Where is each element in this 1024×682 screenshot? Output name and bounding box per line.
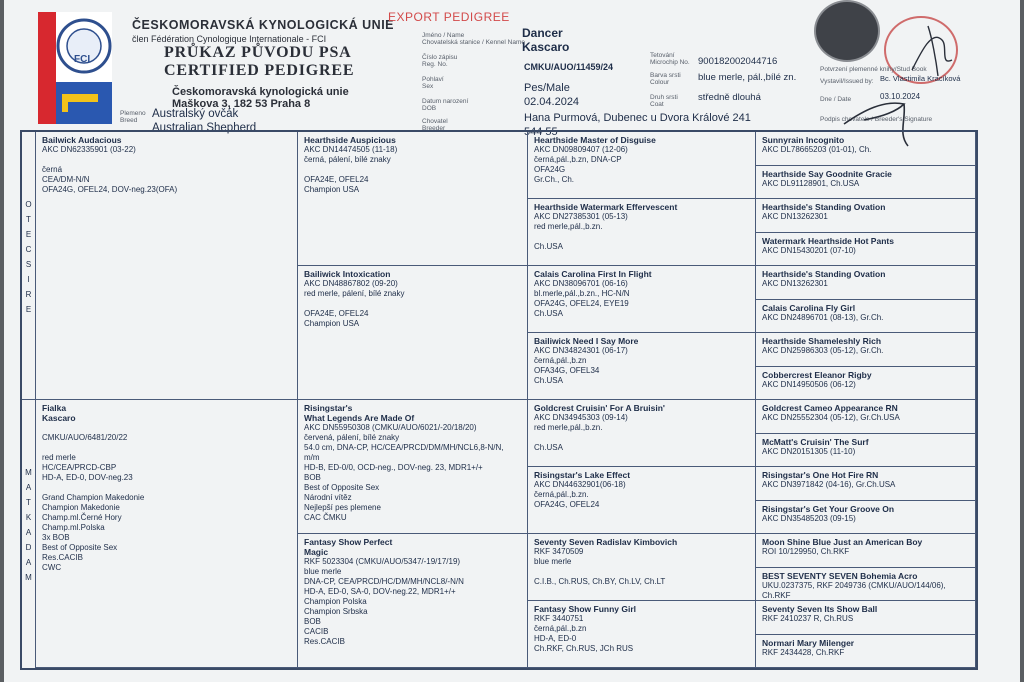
dam-side-label-letter: K bbox=[25, 513, 32, 522]
great-great-grandparent-cell bbox=[756, 166, 976, 200]
title-english: CERTIFIED PEDIGREE bbox=[164, 62, 355, 79]
coat-label: Druh srsti Coat bbox=[650, 94, 678, 108]
title-czech: PRŮKAZ PŮVODU PSA bbox=[164, 44, 352, 61]
pedigree-line: OFA24G, OFEL24 bbox=[534, 500, 600, 509]
great-grandparent-cell bbox=[528, 400, 756, 467]
pedigree-line bbox=[304, 165, 521, 175]
dam-side-label-letter: A bbox=[25, 558, 32, 567]
pedigree-document bbox=[4, 0, 1020, 682]
pedigree-line: blue merle bbox=[304, 567, 342, 576]
dog-name: Hearthside Say Goodnite Gracie bbox=[762, 168, 892, 179]
sire-side-label-letter: I bbox=[27, 275, 30, 284]
pedigree-line: OFA24G, OFEL24, EYE19 bbox=[534, 299, 629, 308]
pedigree-line: CWC bbox=[42, 563, 62, 572]
pedigree-line: Champ.ml.Polska bbox=[42, 523, 105, 532]
pedigree-line: AKC DN3971842 (04-16), Gr.Ch.USA bbox=[762, 480, 896, 489]
sire-side-label-letter: T bbox=[26, 215, 31, 224]
great-grandparent-cell bbox=[528, 333, 756, 400]
dam-side-label-letter: D bbox=[25, 543, 32, 552]
dog-name: Hearthside Watermark Effervescent bbox=[534, 202, 678, 212]
breeder-zip: 544 55 bbox=[524, 126, 558, 138]
pedigree-line: Ch.USA bbox=[534, 242, 563, 251]
pedigree-line bbox=[42, 155, 291, 165]
great-great-grandparent-cell bbox=[756, 434, 976, 468]
dog-name: Risingstar's One Hot Fire RN bbox=[762, 470, 879, 480]
breed-english: Australian Shepherd bbox=[152, 122, 257, 134]
dog-name: Goldcrest Cameo Appearance RN bbox=[762, 403, 898, 413]
dog-name: Fialka bbox=[42, 403, 67, 413]
pedigree-line: Best of Opposite Sex bbox=[42, 543, 118, 552]
pedigree-line bbox=[304, 299, 521, 309]
dog-name: Cobbercrest Eleanor Rigby bbox=[762, 369, 872, 380]
dog-name: Fantasy Show Perfect Magic bbox=[304, 537, 393, 557]
pedigree-line: AKC DN27385301 (05-13) bbox=[534, 212, 628, 221]
pedigree-line: Nejlepší pes plemene bbox=[304, 503, 381, 512]
dog-name: McMatt's Cruisin' The Surf bbox=[762, 436, 869, 447]
issued-by-name: Bc. Vlastimila Kracíková bbox=[880, 74, 961, 83]
great-great-grandparent-cell bbox=[756, 467, 976, 501]
great-great-grandparent-cell bbox=[756, 367, 976, 401]
sire-cell bbox=[36, 132, 298, 400]
pedigree-line: blue merle bbox=[534, 557, 572, 566]
dob-label: Datum narození DOB bbox=[422, 98, 469, 112]
pedigree-line: AKC DN09809407 (12-06) bbox=[534, 145, 628, 154]
pedigree-line: UKU.0237375, RKF 2049736 (CMKU/AUO/144/06), Ch.RKF bbox=[762, 580, 946, 600]
grandparent-cell bbox=[298, 400, 528, 534]
pedigree-line: Best of Opposite Sex bbox=[304, 483, 380, 492]
pedigree-table bbox=[20, 130, 978, 670]
pedigree-line bbox=[534, 232, 749, 242]
sire-side-label-letter: S bbox=[25, 260, 32, 269]
pedigree-line: AKC DN44632901(06-18) bbox=[534, 480, 626, 489]
org-address-line1: Českomoravská kynologická unie bbox=[172, 86, 349, 98]
great-great-grandparent-cell bbox=[756, 534, 976, 568]
colour-value: blue merle, pál.,bílé zn. bbox=[698, 72, 797, 83]
pedigree-line bbox=[42, 443, 291, 453]
dam-side-label-letter: T bbox=[26, 498, 31, 507]
great-grandparent-cell bbox=[528, 199, 756, 266]
great-grandparent-cell bbox=[528, 467, 756, 534]
sire-side-label-letter: R bbox=[25, 290, 32, 299]
breed-czech: Australský ovčák bbox=[152, 108, 239, 120]
pedigree-line: CAC ČMKU bbox=[304, 513, 347, 522]
pedigree-line bbox=[42, 483, 291, 493]
grandparent-cell bbox=[298, 266, 528, 400]
pedigree-line: AKC DN15430201 (07-10) bbox=[762, 245, 856, 255]
microchip-label: Tetování Microchip No. bbox=[650, 52, 690, 66]
pedigree-line: RKF 2434428, Ch.RKF bbox=[762, 647, 845, 657]
pedigree-line: AKC DN35485203 (09-15) bbox=[762, 513, 856, 523]
pedigree-line: red merle,pál.,b.zn. bbox=[534, 423, 603, 432]
pedigree-line: C.I.B., Ch.RUS, Ch.BY, Ch.LV, Ch.LT bbox=[534, 577, 666, 586]
great-grandparent-cell bbox=[528, 601, 756, 668]
pedigree-line: Ch.USA bbox=[534, 443, 563, 452]
org-name: ČESKOMORAVSKÁ KYNOLOGICKÁ UNIE bbox=[132, 18, 395, 32]
pedigree-line: Champion Srbska bbox=[304, 607, 368, 616]
pedigree-line: AKC DN13262301 bbox=[762, 212, 828, 221]
pedigree-line: AKC DN20151305 (11-10) bbox=[762, 446, 856, 456]
pedigree-line: CACIB bbox=[304, 627, 329, 636]
pedigree-line: bl.merle,pál.,b.zn., HC-N/N bbox=[534, 289, 630, 298]
pedigree-line: OFA24G bbox=[534, 165, 566, 174]
dog-name: Hearthside's Standing Ovation bbox=[762, 269, 886, 279]
great-grandparent-cell bbox=[528, 534, 756, 601]
dog-name: Moon Shine Blue Just an American Boy bbox=[762, 537, 923, 547]
pedigree-line: RKF 3470509 bbox=[534, 547, 584, 556]
breeder-address: Hana Purmová, Dubenec u Dvora Králové 241 bbox=[524, 112, 751, 124]
pedigree-line: HD-B, ED-0/0, OCD-neg., DOV-neg. 23, MDR1+/+ bbox=[304, 463, 483, 472]
org-address-line2: Maškova 3, 182 53 Praha 8 bbox=[172, 98, 311, 110]
pedigree-line: RKF 2410237 R, Ch.RUS bbox=[762, 614, 854, 623]
pedigree-line: Res.CACIB bbox=[304, 637, 345, 646]
pedigree-line: BOB bbox=[304, 473, 321, 482]
pedigree-line: černá,pál.,b.zn, DNA-CP bbox=[534, 155, 622, 164]
cmku-logo bbox=[38, 12, 112, 124]
sire-side-label-letter: O bbox=[25, 200, 32, 209]
pedigree-line: ROI 10/129950, Ch.RKF bbox=[762, 547, 850, 556]
dog-name: Risingstar's Get Your Groove On bbox=[762, 503, 895, 514]
pedigree-line: AKC DL78665203 (01-01), Ch. bbox=[762, 145, 872, 154]
sire-side-label-letter: E bbox=[25, 305, 32, 314]
dam-side-label-letter: M bbox=[25, 573, 32, 582]
kennel-name: Kascaro bbox=[522, 40, 570, 54]
pedigree-line: červená, pálení, bílé znaky bbox=[304, 433, 400, 442]
pedigree-line: černá,pál.,b.zn. bbox=[534, 490, 589, 499]
issue-date: 03.10.2024 bbox=[880, 92, 921, 101]
pedigree-line: Ch.USA bbox=[534, 376, 563, 385]
dam-side-label-letter: A bbox=[25, 483, 32, 492]
pedigree-line: HD-A, ED-0 bbox=[534, 634, 577, 643]
pedigree-line: HC/CEA/PRCD-CBP bbox=[42, 463, 117, 472]
pedigree-line: AKC DN48867802 (09-20) bbox=[304, 279, 398, 288]
pedigree-line: HD-A, ED-0, DOV-neg.23 bbox=[42, 473, 133, 482]
dog-name: Seventy Seven Radislav Kimbovich bbox=[534, 537, 678, 547]
sire-side-label bbox=[22, 132, 36, 400]
fci-membership: člen Fédération Cynologique Internationale - FCI bbox=[132, 34, 327, 44]
pedigree-line: Národní vítěz bbox=[304, 493, 352, 502]
dam-side-label-letter: M bbox=[25, 468, 32, 477]
pedigree-line bbox=[42, 423, 291, 433]
pedigree-line: RKF 3440751 bbox=[534, 614, 584, 623]
dog-name: Goldcrest Cruisin' For A Bruisin' bbox=[534, 403, 665, 413]
reg-number: CMKU/AUO/11459/24 bbox=[524, 62, 614, 72]
sex-value: Pes/Male bbox=[524, 82, 570, 94]
logo-fci-text: FCI bbox=[74, 54, 91, 65]
pedigree-line: AKC DN55950308 (CMKU/AUO/6021/-20/18/20) bbox=[304, 423, 477, 432]
breeder-label: Chovatel Breeder bbox=[422, 118, 448, 132]
dog-name: Risingstar's What Legends Are Made Of bbox=[304, 403, 415, 423]
pedigree-line: CMKU/AUO/6481/20/22 bbox=[42, 433, 128, 442]
pedigree-line: Res.CACIB bbox=[42, 553, 83, 562]
pedigree-line: 54.0 cm, DNA-CP, HC/CEA/PRCD/DM/MH/NCL6,8-N/N, m/m bbox=[304, 443, 504, 462]
dog-name: Normari Mary Milenger bbox=[762, 637, 855, 648]
colour-label: Barva srsti Colour bbox=[650, 72, 681, 86]
pedigree-line: AKC DN62335901 (03-22) bbox=[42, 145, 136, 154]
date-label: Dne / Date bbox=[820, 96, 852, 103]
pedigree-line: Champion USA bbox=[304, 319, 360, 328]
pedigree-line: AKC DN38096701 (06-16) bbox=[534, 279, 628, 288]
kennel-name: Kascaro bbox=[42, 413, 76, 423]
dam-side-label-letter: A bbox=[25, 528, 32, 537]
dog-name: Hearthside's Standing Ovation bbox=[762, 202, 886, 212]
pedigree-line: AKC DN14474505 (11-18) bbox=[304, 145, 398, 154]
pedigree-line: CEA/DM-N/N bbox=[42, 175, 90, 184]
dog-name: BEST SEVENTY SEVEN Bohemia Acro bbox=[762, 570, 918, 581]
dob-value: 02.04.2024 bbox=[524, 96, 580, 108]
pedigree-line: černá,pál.,b.zn bbox=[534, 624, 587, 633]
pedigree-line: černá,pál.,b.zn bbox=[534, 356, 587, 365]
dog-name: Hearthside Shameleshly Rich bbox=[762, 336, 882, 346]
pedigree-line: red merle, pálení, bílé znaky bbox=[304, 289, 405, 298]
pedigree-line: OFA24E, OFEL24 bbox=[304, 309, 369, 318]
pedigree-line: Champ.ml.Černé Hory bbox=[42, 513, 122, 522]
great-great-grandparent-cell bbox=[756, 601, 976, 635]
dog-name: Hearthside Master of Disguise bbox=[534, 135, 656, 145]
great-great-grandparent-cell bbox=[756, 132, 976, 166]
dog-name: Calais Carolina First In Flight bbox=[534, 269, 652, 279]
stamp-signature bbox=[902, 20, 962, 80]
coat-value: středně dlouhá bbox=[698, 92, 761, 103]
pedigree-line: AKC DL91128901, Ch.USA bbox=[762, 178, 860, 188]
great-great-grandparent-cell bbox=[756, 635, 976, 669]
sex-label: Pohlaví Sex bbox=[422, 76, 444, 90]
dog-name: Calais Carolina Fly Girl bbox=[762, 302, 856, 313]
pedigree-line: Ch.RKF, Ch.RUS, JCh RUS bbox=[534, 644, 634, 653]
breeder-signature-label: Podpis chovatele / Breeder's Signature bbox=[820, 116, 933, 123]
pedigree-line bbox=[534, 433, 749, 443]
pedigree-line: Grand Champion Makedonie bbox=[42, 493, 145, 502]
great-great-grandparent-cell bbox=[756, 568, 976, 602]
great-great-grandparent-cell bbox=[756, 199, 976, 233]
official-stamp bbox=[814, 0, 880, 62]
pedigree-line: AKC DN25552304 (05-12), Gr.Ch.USA bbox=[762, 413, 900, 422]
issued-by-label: Vystavil/Issued by: bbox=[820, 78, 874, 85]
dog-name: Seventy Seven Its Show Ball bbox=[762, 604, 878, 614]
microchip-number: 900182002044716 bbox=[698, 56, 778, 67]
pedigree-line: Champion USA bbox=[304, 185, 360, 194]
pedigree-line: černá, pálení, bílé znaky bbox=[304, 155, 391, 164]
great-grandparent-cell bbox=[528, 266, 756, 333]
sire-side-label-letter: E bbox=[25, 230, 32, 239]
pedigree-line: AKC DN13262301 bbox=[762, 279, 828, 288]
dam-cell bbox=[36, 400, 298, 668]
great-great-grandparent-cell bbox=[756, 266, 976, 300]
pedigree-line: AKC DN34945303 (09-14) bbox=[534, 413, 628, 422]
dog-name: Watermark Hearthside Hot Pants bbox=[762, 235, 894, 246]
pedigree-line: černá bbox=[42, 165, 63, 174]
great-great-grandparent-cell bbox=[756, 233, 976, 267]
name-label: Jméno / Name Chovatelská stanice / Kennel Name bbox=[422, 32, 525, 46]
dog-name: Bailiwick Intoxication bbox=[304, 269, 391, 279]
pedigree-line: AKC DN24896701 (08-13), Gr.Ch. bbox=[762, 312, 884, 322]
pedigree-line: AKC DN14950506 (06-12) bbox=[762, 379, 856, 389]
breed-label: Plemeno Breed bbox=[120, 110, 146, 124]
stud-book-label: Potvrzení plemenné knihy/Stud Book bbox=[820, 66, 927, 73]
pedigree-line: BOB bbox=[304, 617, 321, 626]
dam-side-label bbox=[22, 400, 36, 668]
pedigree-line: AKC DN25986303 (05-12), Gr.Ch. bbox=[762, 346, 884, 355]
dog-name: Sunnyrain Incognito bbox=[762, 135, 845, 145]
grandparent-cell bbox=[298, 534, 528, 668]
pedigree-line: HD-A, ED-0, SA-0, DOV-neg.22, MDR1+/+ bbox=[304, 587, 456, 596]
great-great-grandparent-cell bbox=[756, 501, 976, 535]
dog-name: Fantasy Show Funny Girl bbox=[534, 604, 637, 614]
pedigree-line: DNA-CP, CEA/PRCD/HC/DM/MH/NCL8/-N/N bbox=[304, 577, 464, 586]
dog-name: Bailwick Audacious bbox=[42, 135, 122, 145]
export-pedigree-stamp: EXPORT PEDIGREE bbox=[388, 10, 510, 24]
dog-name: Dancer bbox=[522, 26, 563, 40]
dog-name: Hearthside Auspicious bbox=[304, 135, 396, 145]
pedigree-line: OFA24E, OFEL24 bbox=[304, 175, 369, 184]
reg-label: Číslo zápisu Reg. No. bbox=[422, 54, 458, 68]
pedigree-line: Champion Makedonie bbox=[42, 503, 120, 512]
pedigree-line: OFA34G, OFEL34 bbox=[534, 366, 600, 375]
pedigree-line: Gr.Ch., Ch. bbox=[534, 175, 575, 184]
dog-name: Bailiwick Need I Say More bbox=[534, 336, 639, 346]
pedigree-line: AKC DN34824301 (06-17) bbox=[534, 346, 628, 355]
grandparent-cell bbox=[298, 132, 528, 266]
great-grandparent-cell bbox=[528, 132, 756, 199]
pedigree-line bbox=[534, 567, 749, 577]
great-great-grandparent-cell bbox=[756, 333, 976, 367]
pedigree-line: Ch.USA bbox=[534, 309, 563, 318]
great-great-grandparent-cell bbox=[756, 400, 976, 434]
pedigree-line: red merle,pál.,b.zn. bbox=[534, 222, 603, 231]
great-great-grandparent-cell bbox=[756, 300, 976, 334]
dog-name: Risingstar's Lake Effect bbox=[534, 470, 631, 480]
pedigree-line: 3x BOB bbox=[42, 533, 70, 542]
pedigree-line: Champion Polska bbox=[304, 597, 367, 606]
pedigree-line: RKF 5023304 (CMKU/AUO/5347/-19/17/19) bbox=[304, 557, 461, 566]
sire-side-label-letter: C bbox=[25, 245, 32, 254]
pedigree-line: OFA24G, OFEL24, DOV-neg.23(OFA) bbox=[42, 185, 178, 194]
pedigree-line: red merle bbox=[42, 453, 76, 462]
